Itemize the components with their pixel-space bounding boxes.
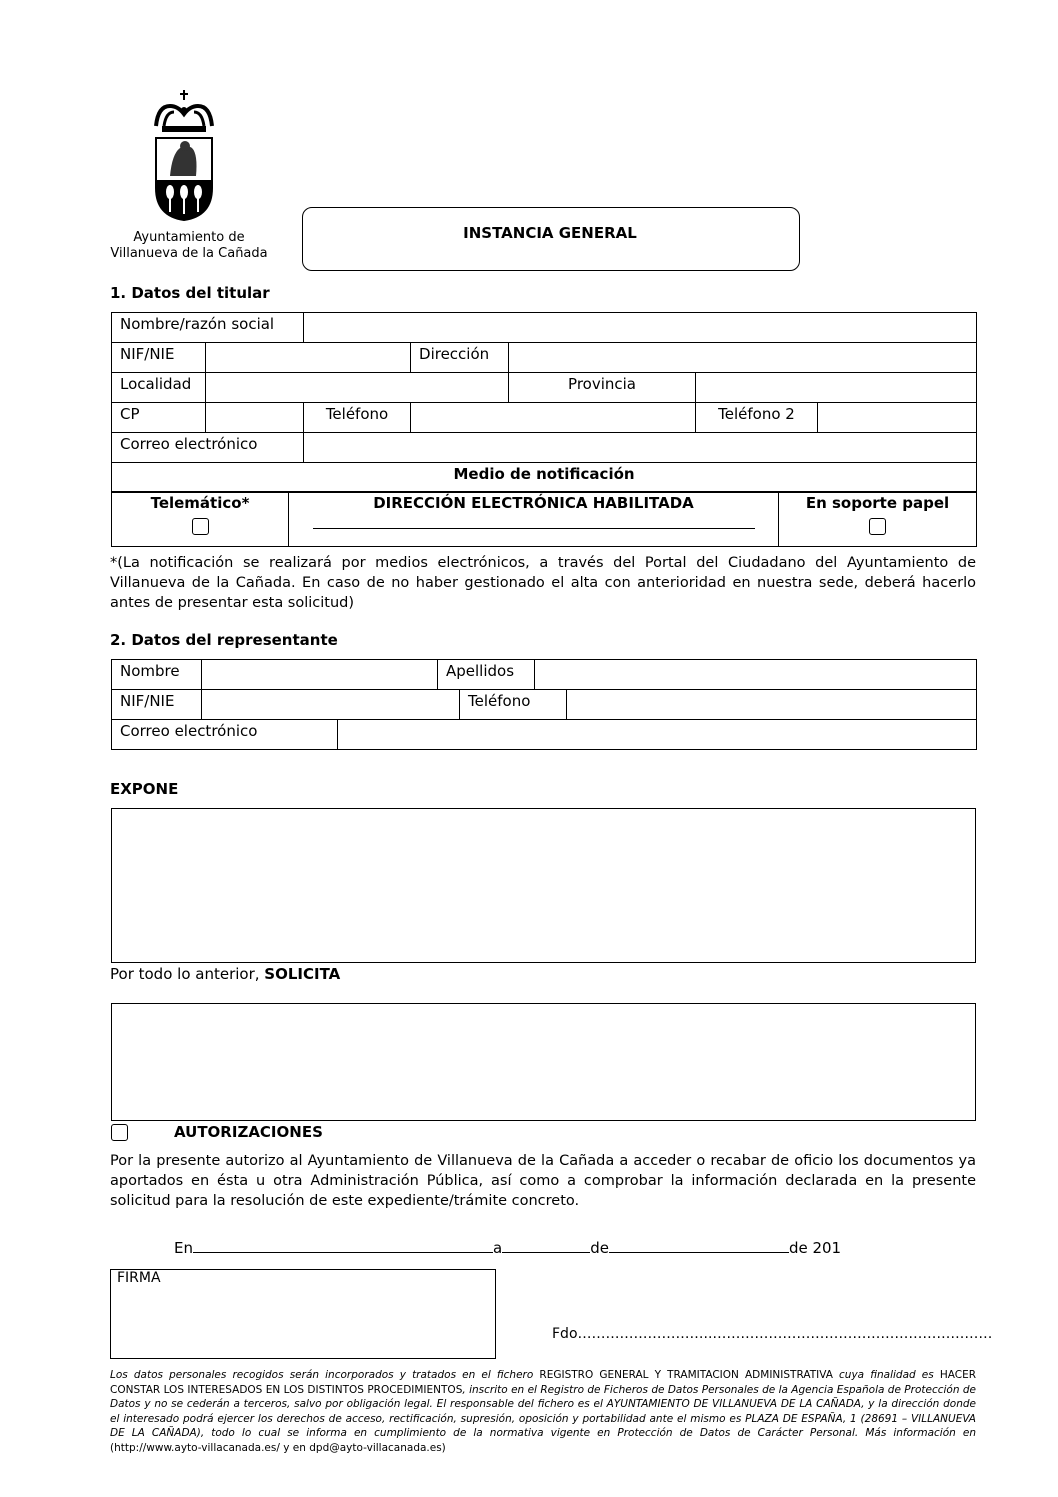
expone-heading: EXPONE [110,780,179,798]
legal-notice [110,1368,976,1455]
rep-telefono-label: Teléfono [460,690,567,720]
rep-apellidos-field[interactable] [535,660,977,690]
direccion-field[interactable] [509,343,977,373]
papel-cell [779,492,977,547]
telefono-label: Teléfono [304,403,411,433]
telematico-cell [112,492,289,547]
date-day-field[interactable] [502,1238,590,1253]
legal-u1: REGISTRO GENERAL Y TRAMITACION ADMINISTRATIVA [539,1369,833,1381]
solicita-prefix: Por todo lo anterior, [110,965,265,983]
org-line-1: Ayuntamiento de [133,230,245,245]
correo-label: Correo electrónico [112,433,304,463]
representante-table [111,659,977,750]
localidad-field[interactable] [206,373,509,403]
organization-name [104,230,274,262]
notificacion-table [111,491,977,547]
papel-label: En soporte papel [805,494,950,512]
date-a-label: a [492,1239,503,1257]
autorizaciones-text: Por la presente autorizo al Ayuntamiento de Villanueva de la Cañada a acceder o recabar de oficio los documentos ya aportados en ésta u otra Administración Pública, así como a comprobar la información declarada en la presente solicitud para la resolución de este expediente/trámite concreto. [110,1153,976,1209]
papel-checkbox[interactable] [869,518,886,535]
direccion-electronica-field[interactable] [313,528,755,529]
rep-nif-field[interactable] [202,690,460,720]
notificacion-note: *(La notificación se realizará por medios electrónicos, a través del Portal del Ciudadano del Ayuntamiento de Villanueva de la Cañada. En caso de no haber gestionado el alta con anterioridad en nuestra sede, deberá hacerlo antes de presentar esta solicitud) [110,555,976,611]
page-title: INSTANCIA GENERAL [463,224,637,242]
legal-t1: Los datos personales recogidos serán incorporados y tratados en el fichero [110,1369,540,1381]
section-1-heading: 1. Datos del titular [110,284,270,302]
correo-field[interactable] [304,433,977,463]
solicita-textarea[interactable] [111,1003,976,1121]
rep-correo-label: Correo electrónico [112,720,338,750]
legal-u2: HACER CONSTAR LOS INTERESADOS EN LOS DISTINTOS PROCEDIMIENTOS [110,1369,976,1396]
fdo-line: Fdo………………………..…………………………………………………… [552,1326,993,1342]
telefono-field[interactable] [411,403,696,433]
firma-box[interactable] [110,1269,496,1359]
expone-textarea[interactable] [111,808,976,963]
telematico-label: Telemático* [150,494,250,512]
cp-field[interactable] [206,403,304,433]
provincia-field[interactable] [696,373,977,403]
legal-t2: cuya finalidad es [832,1369,940,1381]
rep-correo-field[interactable] [338,720,977,750]
rep-nombre-label: Nombre [112,660,202,690]
telefono2-field[interactable] [818,403,977,433]
autorizaciones-checkbox[interactable] [111,1124,128,1141]
org-line-2: Villanueva de la Cañada [110,246,268,261]
date-place-field[interactable] [193,1238,493,1253]
titular-table [111,312,977,493]
localidad-label: Localidad [112,373,206,403]
nif-field[interactable] [206,343,411,373]
direccion-electronica-label: DIRECCIÓN ELECTRÓNICA HABILITADA [373,494,694,512]
firma-label: FIRMA [117,1270,161,1286]
rep-nombre-field[interactable] [202,660,438,690]
provincia-label: Provincia [509,373,696,403]
rep-nif-label: NIF/NIE [112,690,202,720]
legal-t3: , inscrito en el Registro de Ficheros de Datos Personales de la Agencia Española de Protección de Datos y no se cederán a terceros, salvo por obligación legal. El responsable del fichero es el AYUNTAMIENTO DE VILLANUEVA DE LA CAÑADA, y la dirección donde el interesado podrá ejercer los derechos de acceso, rectificación, supresión, oposición y portabilidad ante el mismo es PLAZA DE ESPAÑA, 1 (28691 – VILLANUEVA DE LA CAÑADA), todo lo cual se informa en cumplimiento de la normativa vigente en Protección de Datos de Carácter Personal. Más información en [110,1383,977,1439]
cp-label: CP [112,403,206,433]
rep-apellidos-label: Apellidos [438,660,535,690]
date-year-label: de 201 [788,1239,842,1257]
date-en-label: En [174,1239,193,1257]
telefono2-label: Teléfono 2 [696,403,818,433]
section-2-heading: 2. Datos del representante [110,631,338,649]
nombre-field[interactable] [304,313,977,343]
direccion-label: Dirección [411,343,509,373]
date-de-label: de [590,1239,609,1257]
autorizaciones-heading: AUTORIZACIONES [174,1123,323,1141]
date-month-field[interactable] [609,1238,789,1253]
legal-u3: (http://www.ayto-villacanada.es/ y en dpd@ayto-villacanada.es) [110,1441,446,1454]
rep-telefono-field[interactable] [567,690,977,720]
medio-notificacion-label: Medio de notificación [112,463,977,493]
date-line [174,1238,841,1257]
telematico-checkbox[interactable] [192,518,209,535]
direccion-electronica-cell [289,492,779,547]
nombre-label: Nombre/razón social [112,313,304,343]
nif-label: NIF/NIE [112,343,206,373]
solicita-heading [110,965,340,983]
solicita-bold: SOLICITA [264,965,341,983]
